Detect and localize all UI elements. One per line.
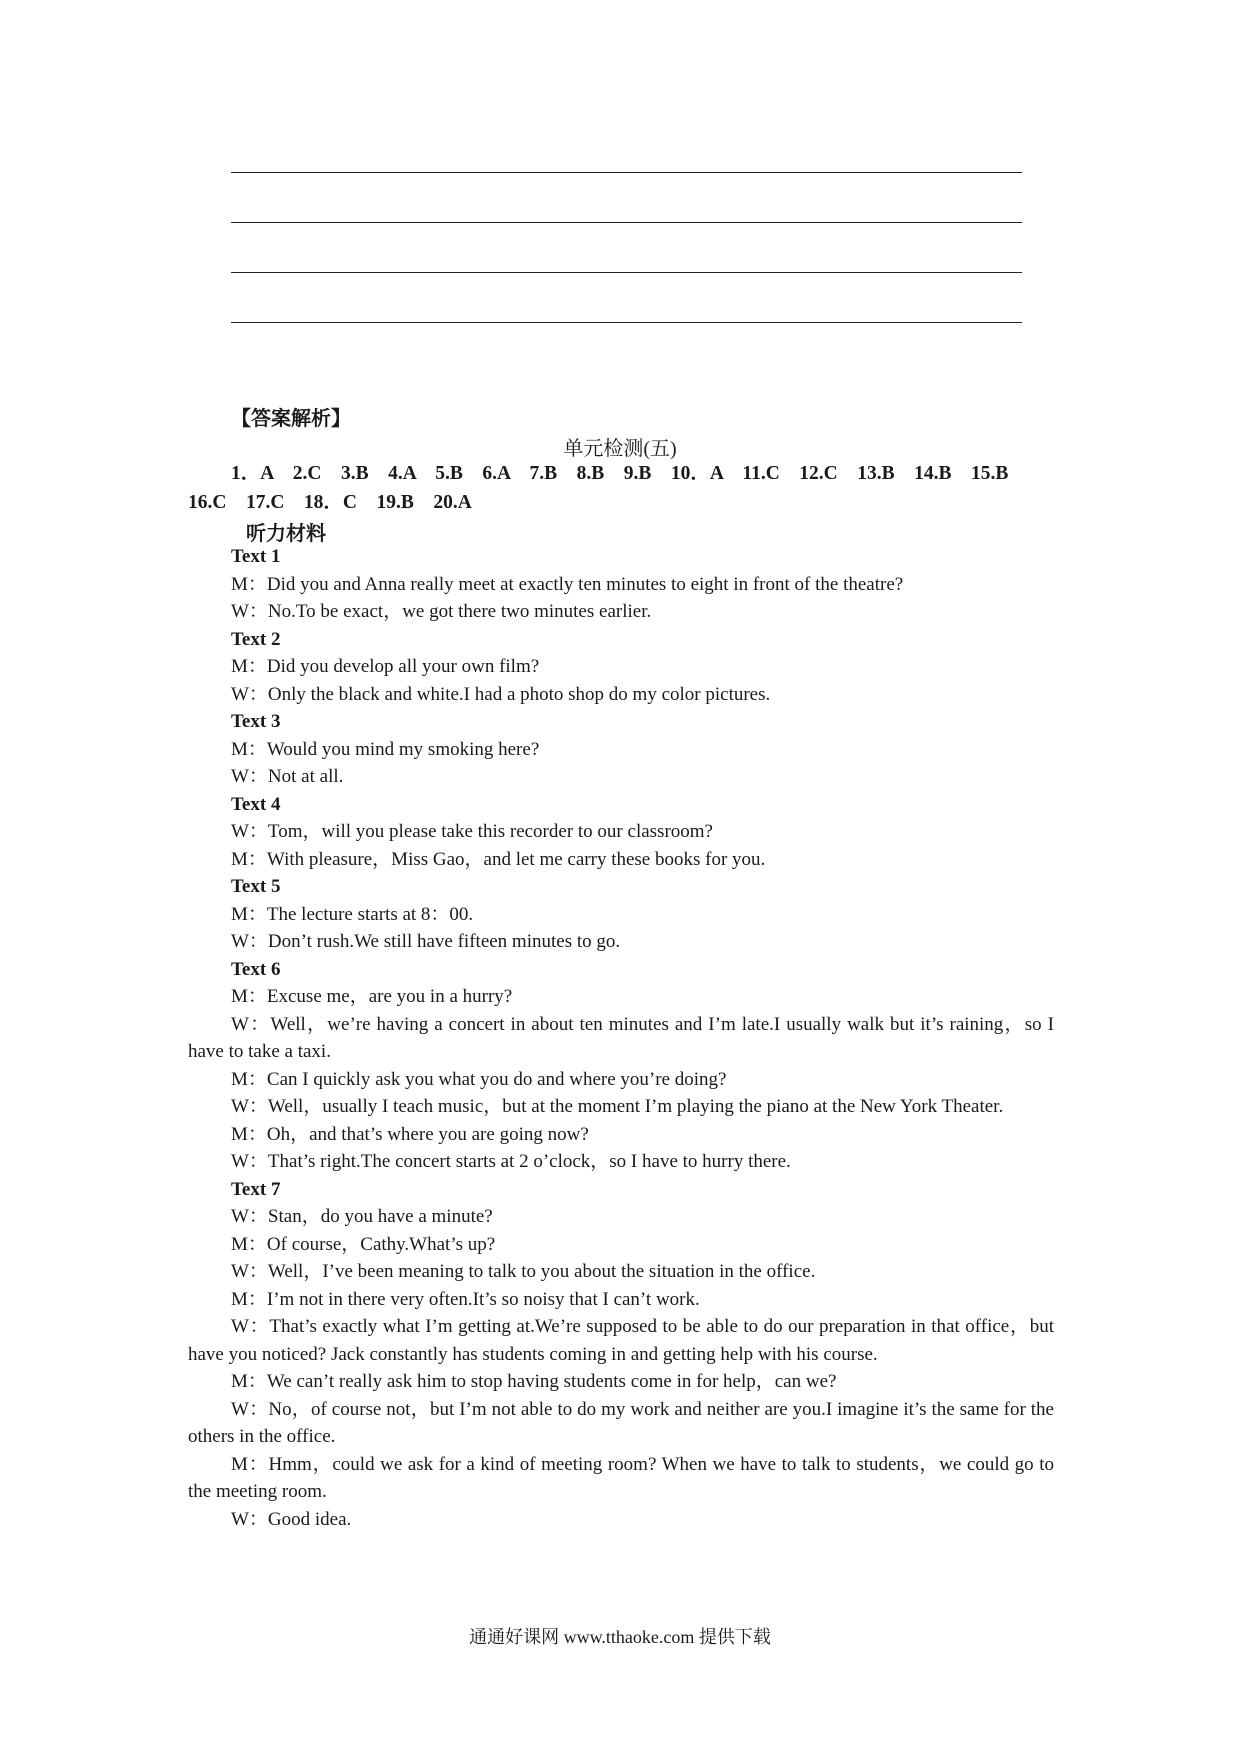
dialogue-line: M：I’m not in there very often.It’s so noisy that I can’t work. [231,1288,700,1310]
transcript-block [188,626,1054,709]
transcript-block [188,956,1054,1176]
transcript-title: Text 6 [231,958,281,980]
dialogue-line: W：Well，usually I teach music，but at the moment I’m playing the piano at the New York Theater. [231,1096,1004,1117]
dialogue-line: M：Oh，and that’s where you are going now? [231,1123,589,1145]
listening-transcripts [188,543,1054,1533]
transcript-block [188,543,1054,626]
dialogue-line: W：Stan，do you have a minute? [231,1206,493,1227]
transcript-title: Text 4 [231,793,281,815]
listening-material-title: 听力材料 [246,523,326,545]
dialogue-line: M：Did you and Anna really meet at exactly ten minutes to eight in front of the theatre? [231,573,904,595]
dialogue-line: W：Not at all. [231,766,344,787]
dialogue-line: M：Did you develop all your own film? [231,656,540,677]
dialogue-line: M：With pleasure，Miss Gao，and let me carry these books for you. [231,848,766,870]
dialogue-line: W：Tom，will you please take this recorder to our classroom? [231,821,713,842]
dialogue-line: M：The lecture starts at 8：00. [231,903,474,925]
transcript-title: Text 5 [231,876,281,897]
dialogue-line: W：That’s exactly what I’m getting at.We’re supposed to be able to do our preparation in that office，but have you noticed? Jack constantly has students coming in and getting help with his course. [188,1316,1054,1365]
dialogue-line: W：Don’t rush.We still have fifteen minutes to go. [231,931,621,952]
dialogue-line: M：We can’t really ask him to stop having students come in for help，can we? [231,1371,837,1392]
transcript-title: Text 2 [231,628,281,650]
dialogue-line: W：That’s right.The concert starts at 2 o’clock，so I have to hurry there. [231,1151,791,1172]
dialogue-line: W：Only the black and white.I had a photo shop do my color pictures. [231,683,771,705]
page-footer: 通通好课网 www.tthaoke.com 提供下载 [469,1627,771,1647]
answer-blank-line [231,272,1022,273]
transcript-block [188,708,1054,791]
dialogue-line: W：No.To be exact，we got there two minutes earlier. [231,601,652,622]
dialogue-line: M：Of course，Cathy.What’s up? [231,1233,496,1255]
answer-key: 1．A 2.C 3.B 4.A 5.B 6.A 7.B 8.B 9.B 10．A 11.C 12.C 13.B 14.B 15.B 16.C 17.C 18．C 19.B 20.A [188,463,1028,513]
dialogue-line: W：No，of course not，but I’m not able to do my work and neither are you.I imagine it’s the same for the others in the office. [188,1398,1054,1447]
dialogue-line: W：Well，I’ve been meaning to talk to you about the situation in the office. [231,1261,816,1282]
transcript-block [188,1176,1054,1534]
dialogue-line: M：Can I quickly ask you what you do and where you’re doing? [231,1068,727,1090]
transcript-block [188,873,1054,956]
transcript-title: Text 1 [231,546,281,567]
transcript-title: Text 7 [231,1178,281,1200]
transcript-title: Text 3 [231,711,281,732]
answer-blank-line [231,172,1022,173]
answer-analysis-heading: 【答案解析】 [231,408,351,430]
transcript-block [188,791,1054,874]
dialogue-line: M：Excuse me，are you in a hurry? [231,986,513,1007]
unit-title: 单元检测(五) [563,438,677,460]
answer-blank-line [231,322,1022,323]
answer-blank-line [231,222,1022,223]
dialogue-line: M：Hmm，could we ask for a kind of meeting room? When we have to talk to students，we could go to the meeting room. [188,1453,1054,1502]
dialogue-line: W：Well，we’re having a concert in about ten minutes and I’m late.I usually walk but it’s raining，so I have to take a taxi. [188,1013,1054,1062]
dialogue-line: W：Good idea. [231,1508,352,1530]
dialogue-line: M：Would you mind my smoking here? [231,738,540,760]
